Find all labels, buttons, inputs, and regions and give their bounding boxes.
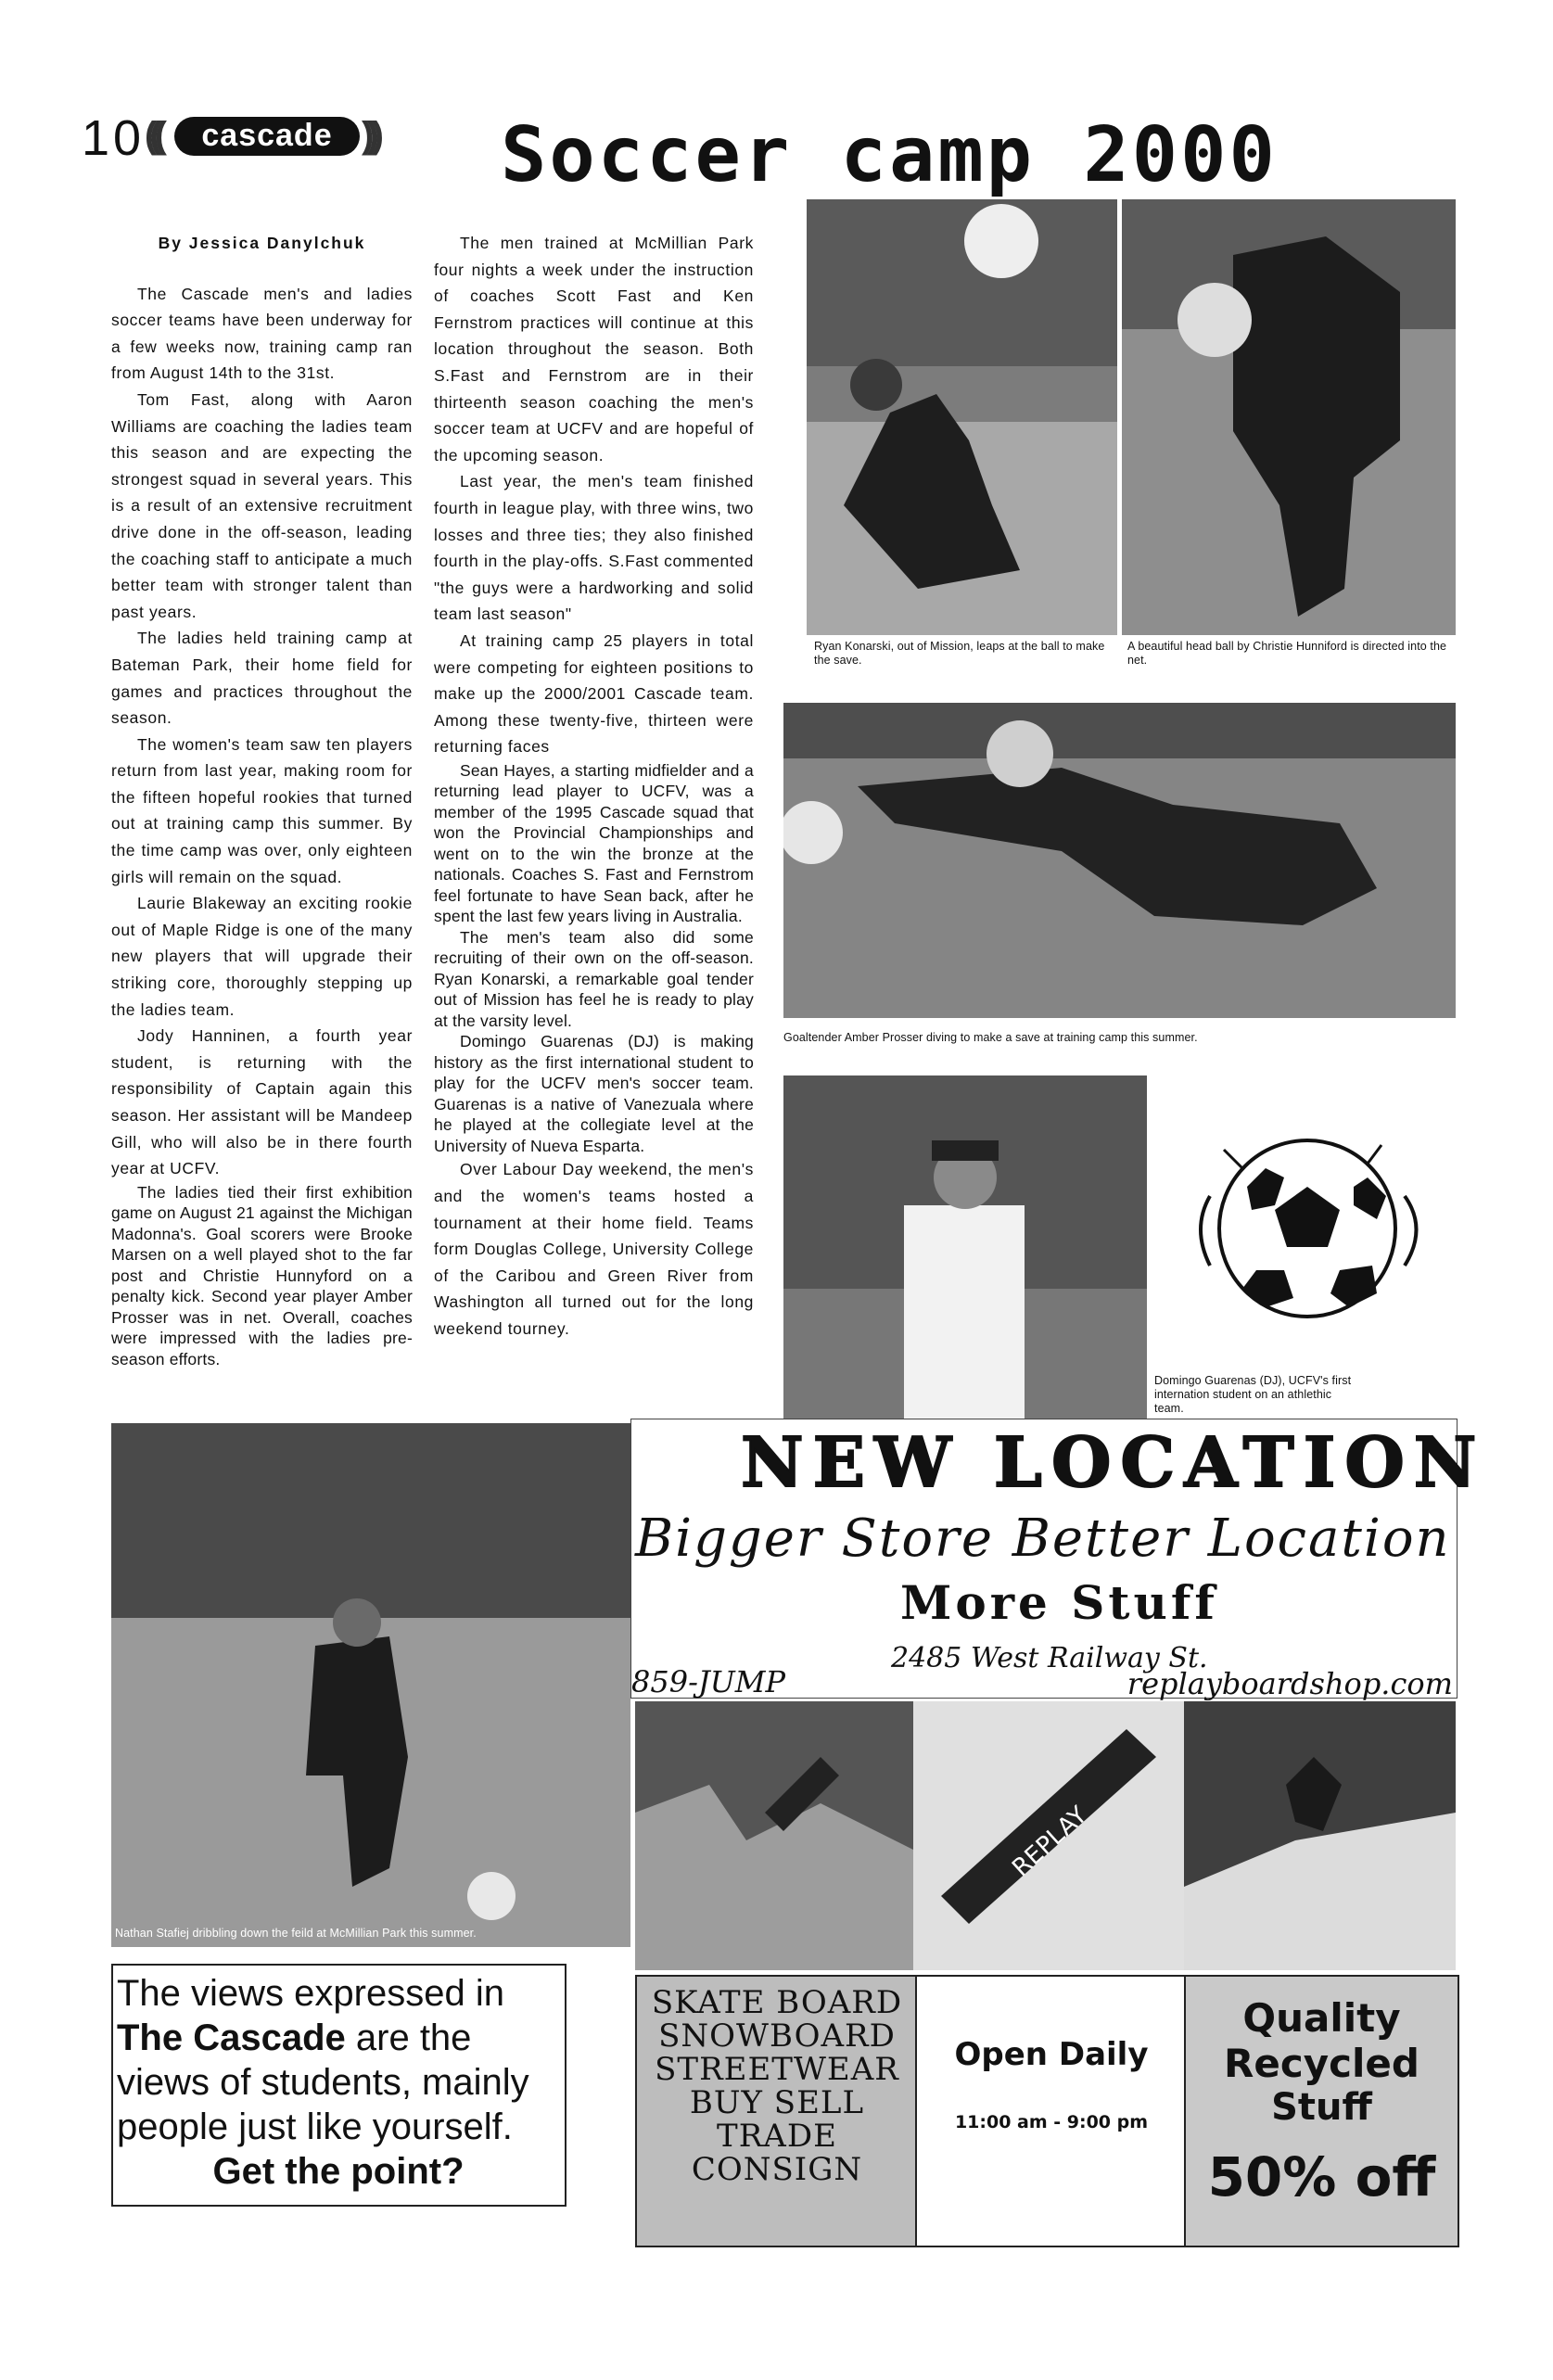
- ad-website: replayboardshop.com: [1127, 1666, 1453, 1701]
- views-line: people just like yourself.: [117, 2106, 513, 2147]
- views-line: views of students, mainly: [117, 2062, 529, 2103]
- caption-guarenas: Domingo Guarenas (DJ), UCFV's first internation student on an athlethic team.: [1154, 1374, 1352, 1415]
- paragraph: At training camp 25 players in total were competing for eighteen positions to make up the 2000/2001 Cascade team. Among these twenty-five, thirteen were returning faces: [434, 630, 754, 757]
- paragraph: Jody Hanninen, a fourth year student, is returning with the responsibility of Captain again this season. Her assistant will be Mandeep Gill, who will also be in there fourth year at UCFV.: [111, 1026, 413, 1178]
- ad-service: STREETWEAR: [655, 2051, 899, 2088]
- ad-new-location: [630, 1419, 1486, 1701]
- photo-stafiej: [111, 1423, 630, 1947]
- ad-more-stuff: More Stuff: [900, 1575, 1218, 1630]
- photo-prosser: [783, 703, 1456, 1018]
- views-line: [117, 2016, 560, 2060]
- paragraph: Over Labour Day weekend, the men's and the women's teams hosted a tournament at their home field. Teams form Douglas College, University College of the Caribou and Green River from Washington all turned out for the long weekend tourney.: [434, 1160, 754, 1338]
- caption-prosser: Goaltender Amber Prosser diving to make a save at training camp this summer.: [783, 1031, 1198, 1044]
- ad-open-label: Open Daily: [954, 2036, 1149, 2073]
- paragraph: The men's team also did some recruiting of their own on the off-season. Ryan Konarski, a remarkable goal tender out of Mission has feel he is ready to play at the varsity level.: [434, 927, 754, 1030]
- article-column-2: [434, 230, 754, 1343]
- cascade-logo: [139, 113, 399, 159]
- soccer-ball-graphic: [1154, 1113, 1456, 1363]
- ad-quality-line: Recycled: [1224, 2041, 1419, 2086]
- byline: By Jessica Danylchuk: [158, 234, 366, 252]
- right-chevrons-icon: ))): [362, 115, 376, 156]
- ad-headline: NEW LOCATION: [741, 1423, 1486, 1503]
- paragraph: Sean Hayes, a starting midfielder and a returning lead player to UCFV, was a member of the 1995 Cascade squad that won the Provincial Championships and went on to the win the bronze at the nationals. Coaches S. Fast and Fernstrom feel fortunate to have Sean back, after he spent the last few years living in Australia.: [434, 760, 754, 926]
- paragraph: The Cascade men's and ladies soccer teams have been underway for a few weeks now, training camp ran from August 14th to the 31st.: [111, 284, 413, 383]
- paragraph: Tom Fast, along with Aaron Williams are coaching the ladies team this season and are expecting the strongest squad in several years. This is a result of an extensive recruitment drive done in the off-season, leading the coaching staff to anticipate a much better team with stronger talent than past years.: [111, 389, 413, 621]
- ad-phone: 859-JUMP: [631, 1664, 785, 1699]
- ad-discount: 50% off: [1207, 2145, 1436, 2208]
- ad-hours-box: [915, 1975, 1188, 2247]
- article-column-1: [111, 230, 413, 1369]
- ad-service: TRADE: [717, 2118, 837, 2155]
- paragraph: Domingo Guarenas (DJ) is making history as the first international student to play for the UCFV men's soccer team. Guarenas is a native of Vanezuala where he played at the collegiate level at the University of Nueva Esparta.: [434, 1032, 754, 1155]
- ad-photo-skier: [1184, 1701, 1456, 1970]
- svg-text:REPLAY: REPLAY: [1007, 1801, 1093, 1883]
- ad-service: SKATE BOARD: [651, 1984, 903, 2021]
- views-line: The views expressed in: [117, 1973, 504, 2014]
- paragraph: Laurie Blakeway an exciting rookie out of Maple Ridge is one of the many new players that will upgrade their striking core, thoroughly stepping up the ladies team.: [111, 894, 413, 1019]
- ad-address: 2485 West Railway St.: [891, 1642, 1208, 1674]
- views-disclaimer-box: [111, 1964, 566, 2207]
- paragraph: The men trained at McMillian Park four nights a week under the instruction of coaches Scott Fast and Ken Fernstrom practices will continue at this location throughout the season. Both S.Fast and Fernstrom are in their thirteenth season coaching the men's soccer team at UCFV and are hopeful of the upcoming season.: [434, 234, 754, 465]
- views-line-rest: are the: [345, 2017, 472, 2058]
- paragraph: The ladies held training camp at Bateman Park, their home field for games and practices throughout the season.: [111, 629, 413, 728]
- paragraph: Last year, the men's team finished fourth in league play, with three wins, two losses and three ties; they also finished fourth in the play-offs. S.Fast commented "the guys were a hardworking and solid team last season": [434, 472, 754, 624]
- caption-konarski: Ryan Konarski, out of Mission, leaps at the ball to make the save.: [814, 640, 1105, 667]
- paragraph: The women's team saw ten players return from last year, making room for the fifteen hopeful rookies that turned out at training camp this summer. By the time camp was over, only eighteen girls will remain on the squad.: [111, 734, 413, 886]
- publication-name: The Cascade: [117, 2017, 346, 2058]
- ad-quality-box: [1184, 1975, 1459, 2247]
- ad-tagline: Bigger Store Better Location: [635, 1508, 1451, 1569]
- ad-quality-line: Quality: [1242, 1995, 1401, 2041]
- ad-photo-snowboard: [635, 1701, 913, 1970]
- ad-service: SNOWBOARD: [658, 2017, 896, 2055]
- headline: Soccer camp 2000: [501, 111, 1278, 199]
- ad-services-box: [635, 1975, 919, 2247]
- ad-hours: 11:00 am - 9:00 pm: [954, 2112, 1149, 2132]
- ad-service: BUY SELL: [689, 2084, 865, 2121]
- views-tagline: Get the point?: [212, 2151, 465, 2192]
- paragraph: The ladies tied their first exhibition game on August 21 against the Michigan Madonna's. Goal scorers were Brooke Marsen on a well played shot to the far post and Christie Hunnyford on a penalty kick. Second year player Amber Prosser was in net. Overall, coaches were impressed with the ladies pre-season efforts.: [111, 1182, 413, 1368]
- photo-header-ball: [1122, 199, 1456, 635]
- logo-text: cascade: [174, 117, 360, 156]
- left-chevrons-icon: (((: [145, 115, 159, 156]
- photo-guarenas: [783, 1075, 1147, 1420]
- photo-konarski: [807, 199, 1117, 635]
- ad-service: CONSIGN: [691, 2151, 863, 2188]
- ad-logo: [913, 1701, 1184, 1970]
- ad-quality-line: Stuff: [1271, 2086, 1372, 2129]
- page-number: 10: [82, 110, 146, 166]
- caption-header-ball: A beautiful head ball by Christie Hunniford is directed into the net.: [1127, 640, 1447, 667]
- caption-stafiej: Nathan Stafiej dribbling down the feild at McMillian Park this summer.: [115, 1927, 477, 1940]
